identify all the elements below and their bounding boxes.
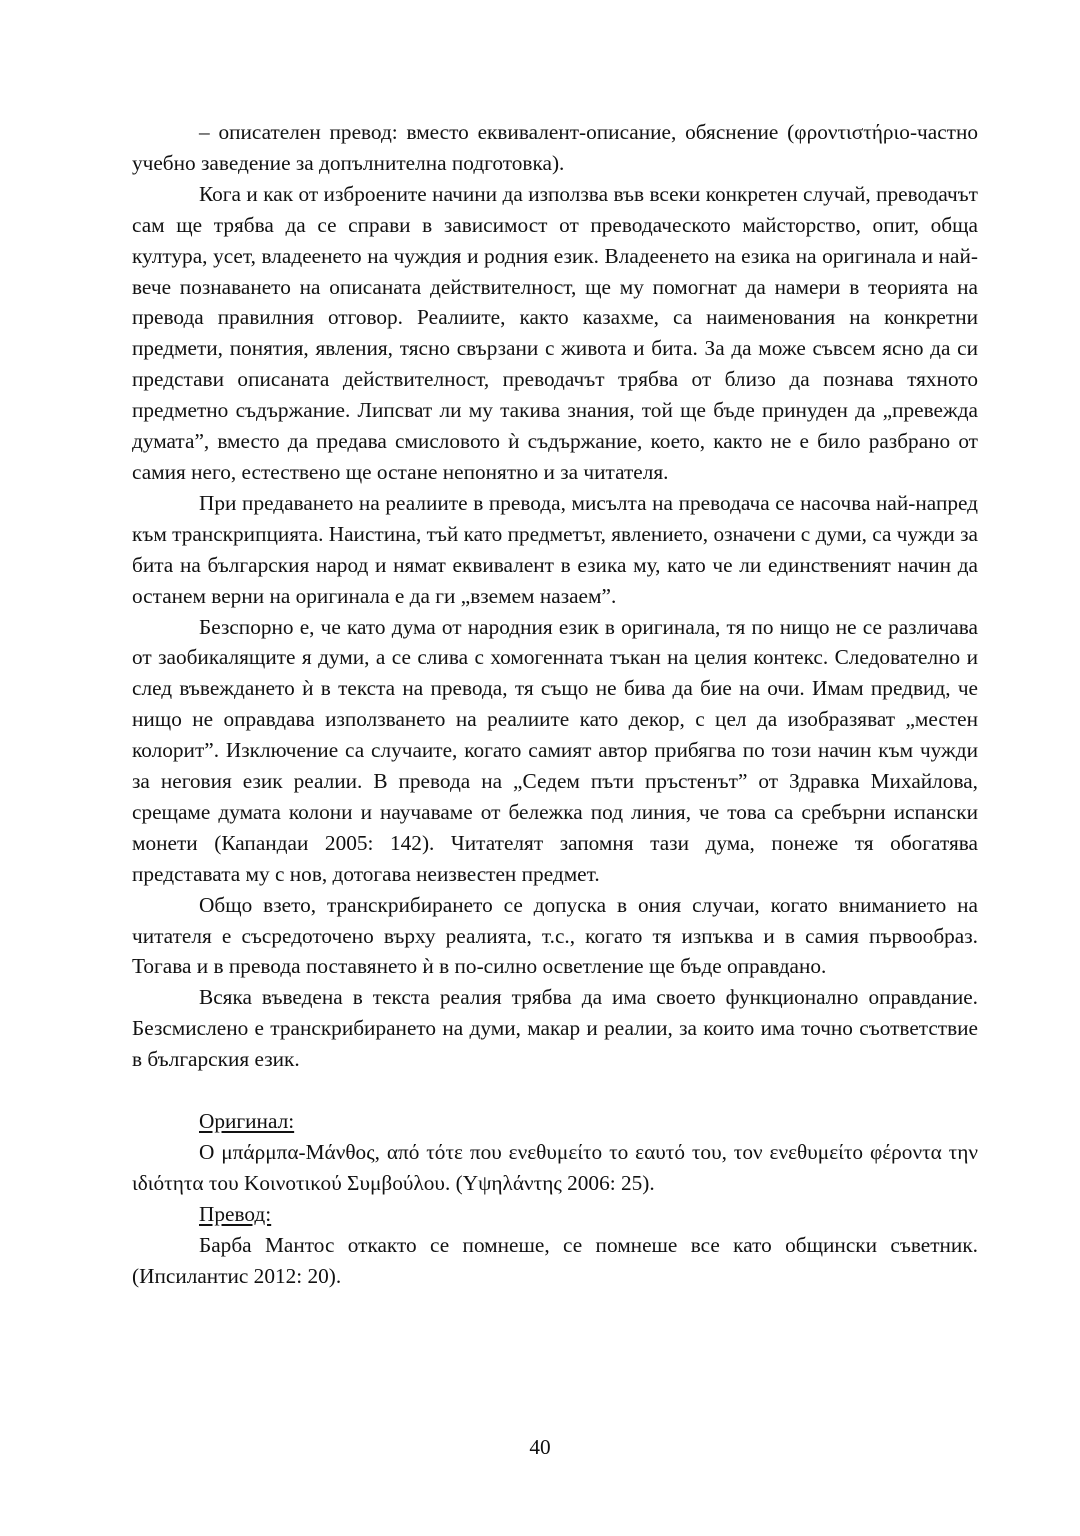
- paragraph-transcription: При предаването на реалиите в превода, мисълта на преводача се насочва най-напред към транскрипцията. Наистина, тъй като предметът, явлението, означени с думи, са чужди за бита на българския народ и нямат еквивалент в езика му, като че ли единственият начин да останем верни на оригинала е да ги „вземем назаем”.: [132, 490, 978, 608]
- page-number: 40: [529, 1435, 551, 1459]
- translation-text: Барба Мантос откакто се помнеше, се помнеше все като общински съветник. (Ипсилантис 2012: 20).: [132, 1232, 978, 1288]
- spacer: [132, 1075, 978, 1106]
- paragraph-translator-choice: Кога и как от изброените начини да използва във всеки конкретен случай, преводачът сам ще трябва да се справи в зависимост от преводаческото майсторство, опит, обща култура, усет, владеенето на чуждия и родния език. Владеенето на езика на оригинала и най-вече познаването на описаната действителност, ще му помогнат да намери в теорията на превода правилния отговор. Реалиите, както казахме, са наименования на конкретни предмети, понятия, явления, тясно свързани с живота и бита. За да може съвсем ясно да си представи описаната действителност, преводачът трябва от близо да познава тяхното предметно съдържание. Липсват ли му такива знания, той ще бъде принуден да „превежда думата”, вместо да предава смисловото ѝ съдържание, което, както не е било разбрано от самия него, естествено ще остане непонятно и за читателя.: [132, 181, 978, 484]
- paragraph-functional-justification: Всяка въведена в текста реалия трябва да има своето функционално оправдание. Безсмислено е транскрибирането на думи, макар и реалии, за които има точно съответствие в българския език.: [132, 985, 978, 1072]
- page-body: [132, 117, 978, 1291]
- paragraph-context: Безспорно е, че като дума от народния език в оригинала, тя по нищо не се различава от заобикалящите я думи, а се слива с хомогенната тъкан на целия контекс. Следователно и след въвеждането ѝ в текста на превода, тя също не бива да бие на очи. Имам предвид, че нищо не оправдава използването на реалиите като декор, с цел да изобразяват „местен колорит”. Изключение са случаите, когато самият автор прибягва по този начин към чужди за неговия език реалии. В превода на „Седем пъти пръстенът” от Здравка Михайлова, срещаме думата колони и научаваме от бележка под линия, че това са сребърни испански монети (Капандаи 2005: 142). Читателят запомня тази дума, понеже тя обогатява представата му с нов, дотогава неизвестен предмет.: [132, 614, 978, 886]
- original-label: Оригинал:: [199, 1108, 295, 1133]
- paragraph-transcribing-allowed: Общо взето, транскрибирането се допуска в ония случаи, когато вниманието на читателя е съсредоточено върху реалията, т.с., когато тя изпъква и в самия първообраз. Тогава и в превода поставянето ѝ в по-силно осветление ще бъде оправдано.: [132, 892, 978, 979]
- paragraph-descriptive-translation: – описателен превод: вместо еквивалент-описание, обяснение (φροντιστήριο-частно учебно заведение за допълнителна подготовка).: [132, 120, 978, 175]
- translation-label: Превод:: [199, 1201, 272, 1226]
- original-text: Ο μπάρμπα-Μάνθος, από τότε που ενεθυμείτο το εαυτό του, τον ενεθυμείτο φέροντα την ιδιότητα του Κοινοτικού Συμβούλου. (Υψηλάντης 2006: 25).: [132, 1139, 978, 1195]
